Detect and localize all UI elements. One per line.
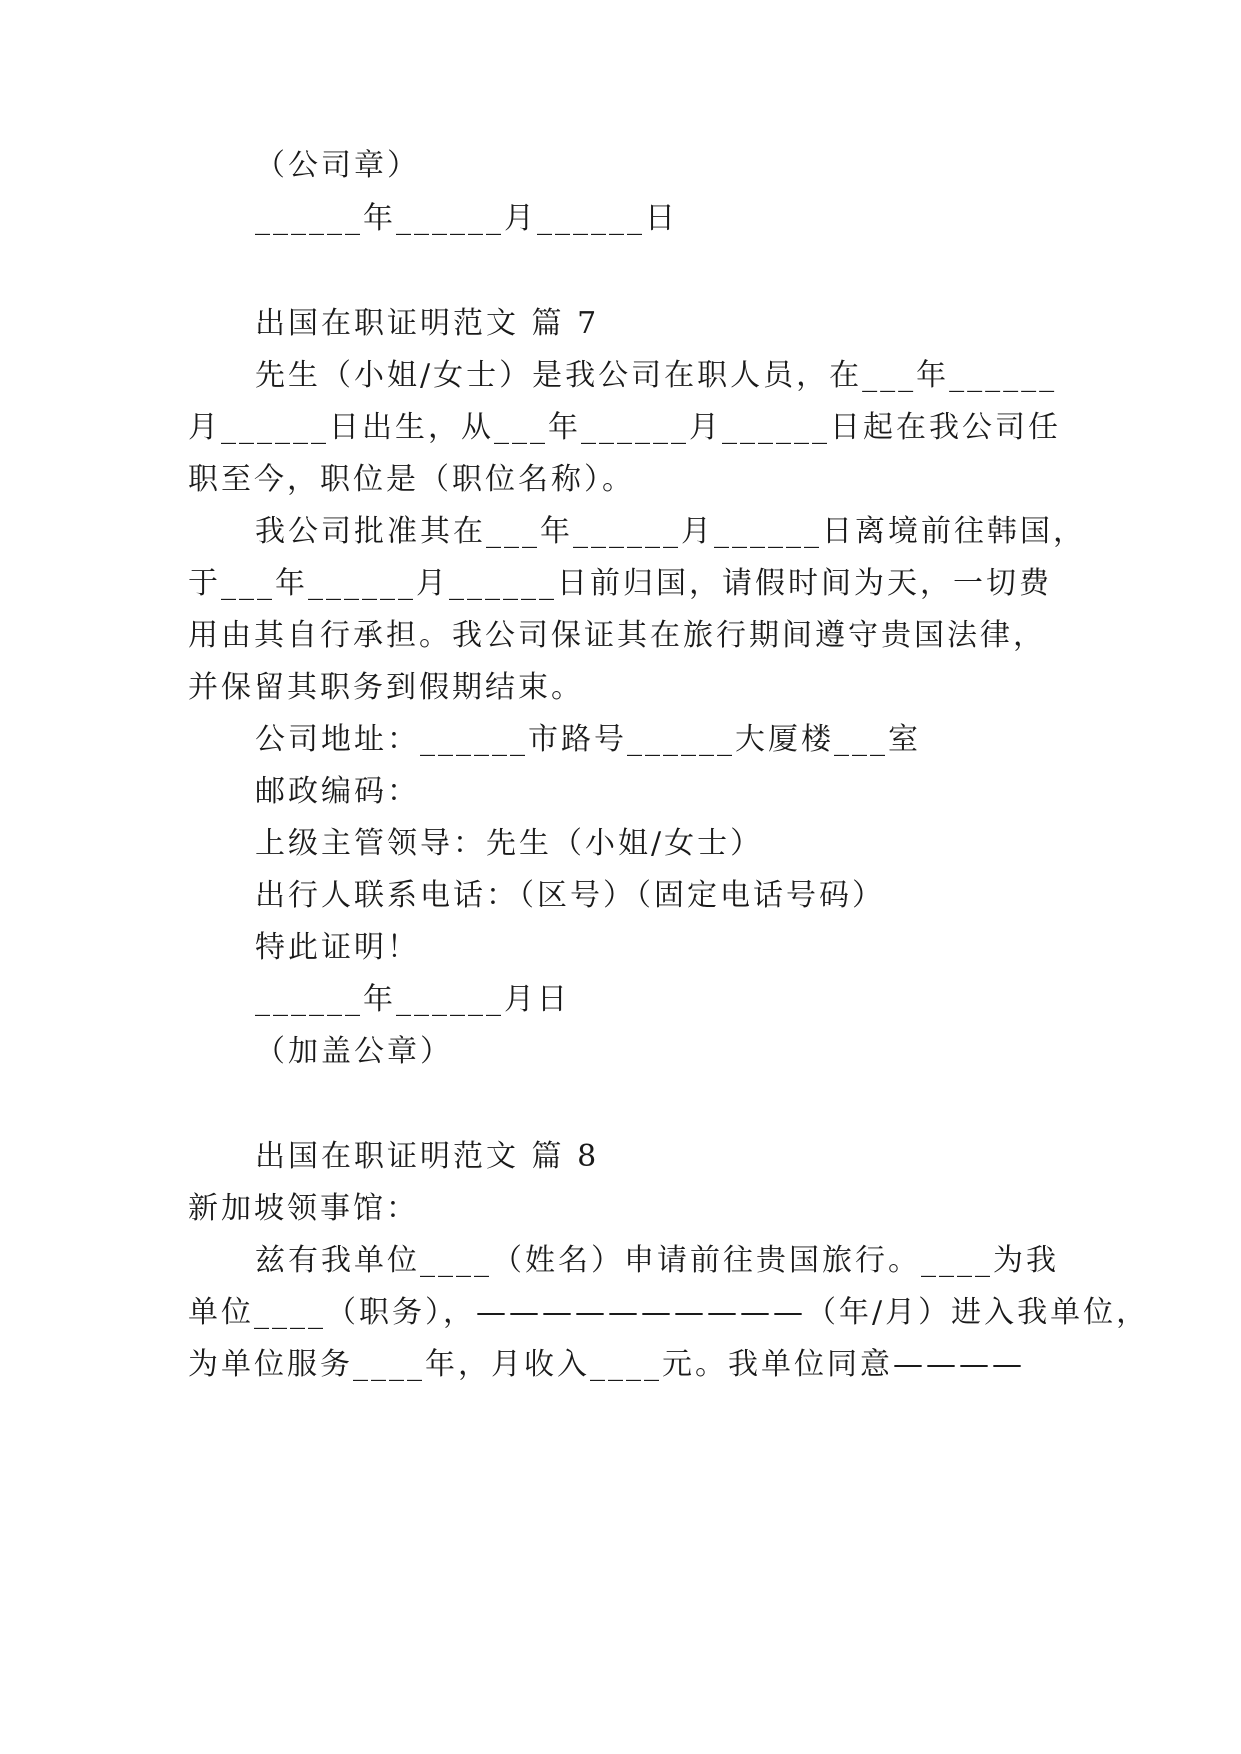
paragraph-line: 为单位服务____年，月收入____元。我单位同意———— [188, 1347, 1025, 1382]
section-heading: 出国在职证明范文 篇 8 [255, 1139, 600, 1174]
paragraph-line: 单位____（职务），——————————（年/月）进入我单位， [188, 1295, 1150, 1330]
paragraph-line: 用由其自行承担。我公司保证其在旅行期间遵守贵国法律， [188, 618, 1046, 653]
paragraph-line: 于___年______月______日前归国，请假时间为天，一切费 [188, 566, 1052, 601]
company-seal-text: （公司章） [255, 148, 420, 183]
seal-text: （加盖公章） [255, 1034, 453, 1069]
contact-phone: 出行人联系电话：（区号）（固定电话号码） [255, 878, 885, 913]
date-line: ______年______月日 [255, 982, 570, 1017]
paragraph-line: 兹有我单位____（姓名）申请前往贵国旅行。____为我 [255, 1243, 1059, 1278]
paragraph-line: 并保留其职务到假期结束。 [188, 670, 584, 705]
certify-text: 特此证明！ [255, 930, 420, 965]
section-heading: 出国在职证明范文 篇 7 [255, 306, 600, 341]
paragraph-line: 职至今，职位是（职位名称）。 [188, 462, 635, 497]
paragraph-line: 先生（小姐/女士）是我公司在职人员，在___年______ [255, 358, 1058, 393]
paragraph-line: 我公司批准其在___年______月______日离境前往韩国， [255, 514, 1086, 549]
supervisor: 上级主管领导：先生（小姐/女士） [255, 826, 764, 861]
date-line: ______年______月______日 [255, 201, 678, 236]
postcode: 邮政编码： [255, 774, 420, 809]
company-address: 公司地址：______市路号______大厦楼___室 [255, 722, 921, 757]
salutation: 新加坡领事馆： [188, 1191, 419, 1226]
paragraph-line: 月______日出生，从___年______月______日起在我公司任 [188, 410, 1061, 445]
